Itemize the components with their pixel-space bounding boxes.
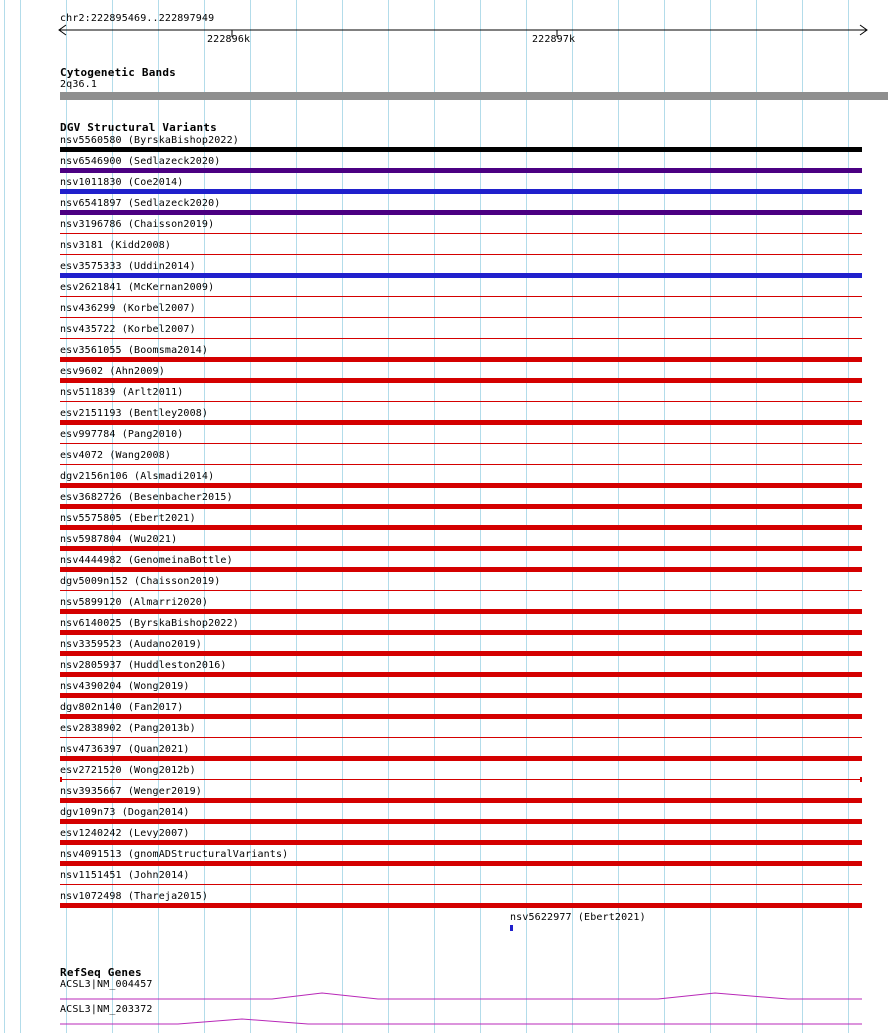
variant-label[interactable]: esv3682726 (Besenbacher2015) (60, 492, 233, 503)
variant-bar[interactable] (60, 147, 862, 152)
variant-label[interactable]: nsv5899120 (Almarri2020) (60, 597, 209, 608)
variant-bar[interactable] (60, 756, 862, 761)
variant-bar[interactable] (510, 925, 513, 931)
cytobands-section-title: Cytogenetic Bands (60, 66, 176, 79)
variant-row (60, 260, 862, 281)
variant-row (60, 701, 862, 722)
variant-row (60, 407, 862, 428)
variant-row (60, 827, 862, 848)
variant-bar[interactable] (60, 401, 862, 402)
variant-label[interactable]: nsv5560580 (ByrskaBishop2022) (60, 135, 239, 146)
variant-label[interactable]: esv997784 (Pang2010) (60, 429, 184, 440)
variant-bar[interactable] (60, 630, 862, 635)
variant-label[interactable]: esv2721520 (Wong2012b) (60, 765, 196, 776)
variant-row (60, 575, 862, 596)
variant-bar[interactable] (60, 819, 862, 824)
variant-row (60, 218, 862, 239)
variant-label[interactable]: nsv436299 (Korbel2007) (60, 303, 196, 314)
variant-label[interactable]: nsv5622977 (Ebert2021) (510, 912, 646, 923)
variant-bar[interactable] (60, 861, 862, 866)
variant-row (60, 680, 862, 701)
variant-bar[interactable] (60, 840, 862, 845)
variant-label[interactable]: nsv3196786 (Chaisson2019) (60, 219, 215, 230)
variant-bar[interactable] (60, 903, 862, 908)
variant-bar[interactable] (60, 651, 862, 656)
variant-bar[interactable] (60, 317, 862, 318)
variant-row (60, 470, 862, 491)
variant-label[interactable]: esv3575333 (Uddin2014) (60, 261, 196, 272)
variant-bar[interactable] (60, 378, 862, 383)
variant-bar[interactable] (60, 357, 862, 362)
variant-label[interactable]: dgv5009n152 (Chaisson2019) (60, 576, 221, 587)
variant-label[interactable]: esv4072 (Wang2008) (60, 450, 172, 461)
variant-label[interactable]: nsv4736397 (Quan2021) (60, 744, 190, 755)
variant-label[interactable]: esv9602 (Ahn2009) (60, 366, 165, 377)
variant-label[interactable]: dgv109n73 (Dogan2014) (60, 807, 190, 818)
variant-label[interactable]: nsv6546900 (Sedlazeck2020) (60, 156, 221, 167)
ruler-tick-label: 222896k (207, 34, 251, 45)
gene-label: ACSL3|NM_004457 (60, 979, 153, 990)
variant-row (60, 743, 862, 764)
variant-label[interactable]: nsv1072498 (Thareja2015) (60, 891, 209, 902)
variant-label[interactable]: nsv511839 (Arlt2011) (60, 387, 184, 398)
variant-label[interactable]: esv2838902 (Pang2013b) (60, 723, 196, 734)
region-label: chr2:222895469..222897949 (60, 13, 215, 24)
variant-row (60, 512, 862, 533)
variant-row (60, 302, 862, 323)
variant-bar[interactable] (60, 609, 862, 614)
variant-label[interactable]: nsv6140025 (ByrskaBishop2022) (60, 618, 239, 629)
gene-model-line[interactable] (60, 1016, 862, 1030)
variant-bar[interactable] (60, 798, 862, 803)
variant-row (60, 155, 862, 176)
gene-model-line[interactable] (60, 990, 862, 1002)
variant-row (60, 890, 862, 911)
variant-bar[interactable] (60, 338, 862, 339)
variant-row (60, 134, 862, 155)
variant-row (60, 344, 862, 365)
variant-row (60, 323, 862, 344)
variant-row (60, 764, 862, 785)
variant-row (60, 176, 862, 197)
variant-row (60, 281, 862, 302)
variant-bar[interactable] (60, 233, 862, 234)
variant-bar[interactable] (60, 504, 862, 509)
variant-bar[interactable] (60, 737, 862, 738)
variant-row (60, 239, 862, 260)
variant-label[interactable]: dgv802n140 (Fan2017) (60, 702, 184, 713)
variant-label[interactable]: nsv3181 (Kidd2008) (60, 240, 172, 251)
variant-label[interactable]: nsv4390204 (Wong2019) (60, 681, 190, 692)
variant-bar[interactable] (60, 693, 862, 698)
variant-row (60, 386, 862, 407)
variant-row (60, 197, 862, 218)
variant-row (60, 449, 862, 470)
variant-bar[interactable] (60, 420, 862, 425)
variant-row (60, 785, 862, 806)
variant-row (60, 617, 862, 638)
variant-row (60, 554, 862, 575)
variant-row (60, 596, 862, 617)
variant-bar[interactable] (60, 779, 862, 780)
variant-bar[interactable] (60, 464, 862, 465)
variant-label[interactable]: nsv3359523 (Audano2019) (60, 639, 202, 650)
variant-bar[interactable] (60, 567, 862, 572)
variant-row (60, 428, 862, 449)
variant-label[interactable]: esv3561055 (Boomsma2014) (60, 345, 209, 356)
variant-bar[interactable] (60, 443, 862, 444)
cytoband-bar[interactable] (60, 92, 888, 100)
variant-label[interactable]: nsv5575805 (Ebert2021) (60, 513, 196, 524)
variant-bar[interactable] (60, 189, 862, 194)
dgv-section-title: DGV Structural Variants (60, 121, 217, 134)
variant-bar[interactable] (60, 483, 862, 488)
variant-label[interactable]: nsv5987804 (Wu2021) (60, 534, 178, 545)
cytoband-label: 2q36.1 (60, 79, 98, 90)
variant-label[interactable]: nsv435722 (Korbel2007) (60, 324, 196, 335)
variant-label[interactable]: nsv3935667 (Wenger2019) (60, 786, 202, 797)
variant-label[interactable]: dgv2156n106 (Alsmadi2014) (60, 471, 215, 482)
variant-label[interactable]: nsv6541897 (Sedlazeck2020) (60, 198, 221, 209)
variant-row (60, 638, 862, 659)
dgv-track-rows (60, 134, 862, 932)
variant-bar[interactable] (60, 273, 862, 278)
variant-label[interactable]: nsv1151451 (John2014) (60, 870, 190, 881)
variant-bar[interactable] (60, 546, 862, 551)
variant-row (60, 365, 862, 386)
variant-bar[interactable] (60, 884, 862, 885)
variant-bar[interactable] (60, 714, 862, 719)
variant-row (60, 533, 862, 554)
variant-label[interactable]: nsv1011830 (Coe2014) (60, 177, 184, 188)
variant-label[interactable]: nsv2805937 (Huddleston2016) (60, 660, 227, 671)
variant-label[interactable]: esv2151193 (Bentley2008) (60, 408, 209, 419)
variant-bar[interactable] (60, 168, 862, 173)
ruler-tick-label: 222897k (532, 34, 576, 45)
variant-row (60, 911, 862, 932)
gene-label: ACSL3|NM_203372 (60, 1004, 153, 1015)
variant-label[interactable]: nsv4091513 (gnomADStructuralVariants) (60, 849, 289, 860)
variant-label[interactable]: nsv4444982 (GenomeinaBottle) (60, 555, 233, 566)
variant-row (60, 806, 862, 827)
variant-label[interactable]: esv1240242 (Levy2007) (60, 828, 190, 839)
variant-bar[interactable] (60, 590, 862, 591)
variant-row (60, 491, 862, 512)
variant-row (60, 722, 862, 743)
variant-bar[interactable] (60, 672, 862, 677)
variant-row (60, 848, 862, 869)
variant-bar[interactable] (60, 254, 862, 255)
variant-label[interactable]: esv2621841 (McKernan2009) (60, 282, 215, 293)
variant-row (60, 659, 862, 680)
ruler[interactable] (57, 22, 869, 40)
variant-row (60, 869, 862, 890)
variant-bar[interactable] (60, 525, 862, 530)
refseq-section-title: RefSeq Genes (60, 966, 142, 979)
variant-bar[interactable] (60, 296, 862, 297)
variant-bar[interactable] (60, 210, 862, 215)
